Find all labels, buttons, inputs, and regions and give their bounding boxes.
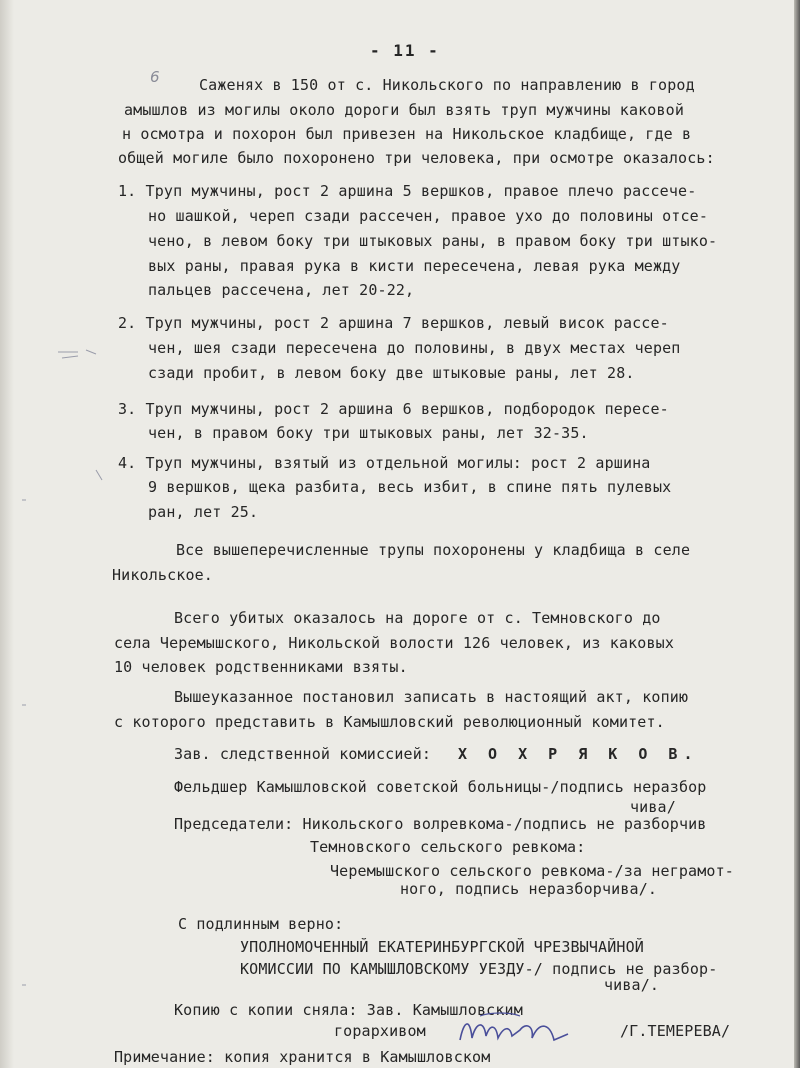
item-4-line-2: 9 вершков, щека разбита, весь избит, в спине пять пулевых	[148, 478, 672, 496]
total-line-1: Всего убитых оказалось на дороге от с. Темновского до	[174, 609, 661, 627]
corner-mark: 6	[150, 68, 160, 86]
total-line-3: 10 человек родственниками взяты.	[114, 658, 408, 676]
copy-made-line-1: Копию с копии сняла: Зав. Камышловским	[174, 1001, 523, 1019]
certified-label: С подлинным верно:	[178, 915, 344, 933]
authorized-line-2: КОМИССИИ ПО КАМЫШЛОВСКОМУ УЕЗДУ-/ подпись не разбор-	[240, 960, 718, 978]
page-binding-edge	[794, 0, 800, 1068]
item-1-line-5: пальцев рассечена, лет 20-22,	[148, 281, 415, 299]
page-number: - 11 -	[370, 41, 440, 60]
copy-made-line-2: горархивом	[334, 1022, 426, 1040]
item-2-line-1: 2. Труп мужчины, рост 2 аршина 7 вершков, левый висок рассе-	[118, 314, 669, 332]
commission-head-label: Зав. следственной комиссией:	[174, 745, 432, 763]
text-line-2: амышлов из могилы около дороги был взять труп мужчины каковой	[124, 101, 685, 119]
feldsher-line-2: чива/	[630, 798, 676, 816]
burial-line-2: Никольское.	[112, 566, 213, 584]
item-4-line-1: 4. Труп мужчины, взятый из отдельной могилы: рост 2 аршина	[118, 454, 651, 472]
burial-line-1: Все вышеперечисленные трупы похоронены у кладбища в селе	[176, 541, 691, 559]
item-1-line-1: 1. Труп мужчины, рост 2 аршина 5 вершков, правое плечо рассече-	[118, 182, 697, 200]
item-1-line-3: чено, в левом боку три штыковых раны, в правом боку три штыко-	[148, 232, 718, 250]
item-2-line-3: сзади пробит, в левом боку две штыковые раны, лет 28.	[148, 364, 635, 382]
item-2-line-2: чен, шея сзади пересечена до половины, в двух местах череп	[148, 339, 681, 357]
chairmen-line-3: Черемышского сельского ревкома-/за неграмот-	[330, 862, 734, 880]
text-line-3: н осмотра и похорон был привезен на Никольское кладбище, где в	[122, 125, 692, 143]
commission-head-name: Х О Х Р Я К О В.	[458, 745, 699, 763]
chairmen-line-2: Темновского сельского ревкома:	[310, 838, 586, 856]
handwritten-signature	[450, 1010, 600, 1050]
authorized-line-3: чива/.	[604, 976, 660, 994]
item-1-line-4: вых раны, правая рука в кисти пересечена, левая рука между	[148, 257, 681, 275]
chairmen-line-4: ного, подпись неразборчива/.	[400, 880, 658, 898]
item-3-line-2: чен, в правом боку три штыковых раны, лет 32-35.	[148, 424, 589, 442]
total-line-2: села Черемышского, Никольской волости 126 человек, из каковых	[114, 634, 675, 652]
archivist-name: /Г.ТЕМЕРЕВА/	[620, 1022, 731, 1040]
item-1-line-2: но шашкой, череп сзади рассечен, правое ухо до половины отсе-	[148, 207, 709, 225]
feldsher-line-1: Фельдшер Камышловской советской больницы-/подпись неразбор	[174, 778, 707, 796]
chairmen-line-1: Председатели: Никольского волревкома-/подпись не разборчив	[174, 815, 707, 833]
text-line-4: общей могиле было похоронено три человека, при осмотре оказалось:	[118, 149, 715, 167]
authorized-line-1: УПОЛНОМОЧЕННЫЙ ЕКАТЕРИНБУРГСКОЙ ЧРЕЗВЫЧАЙНОЙ	[240, 938, 644, 956]
text-line-1: Саженях в 150 от с. Никольского по направлению в город	[199, 76, 695, 94]
resolution-line-1: Вышеуказанное постановил записать в настоящий акт, копию	[174, 688, 689, 706]
margin-pencil-marks	[0, 0, 130, 1068]
item-4-line-3: ран, лет 25.	[148, 503, 259, 521]
note-line: Примечание: копия хранится в Камышловском	[114, 1048, 491, 1066]
resolution-line-2: с которого представить в Камышловский революционный комитет.	[114, 713, 665, 731]
item-3-line-1: 3. Труп мужчины, рост 2 аршина 6 вершков, подбородок пересе-	[118, 400, 669, 418]
